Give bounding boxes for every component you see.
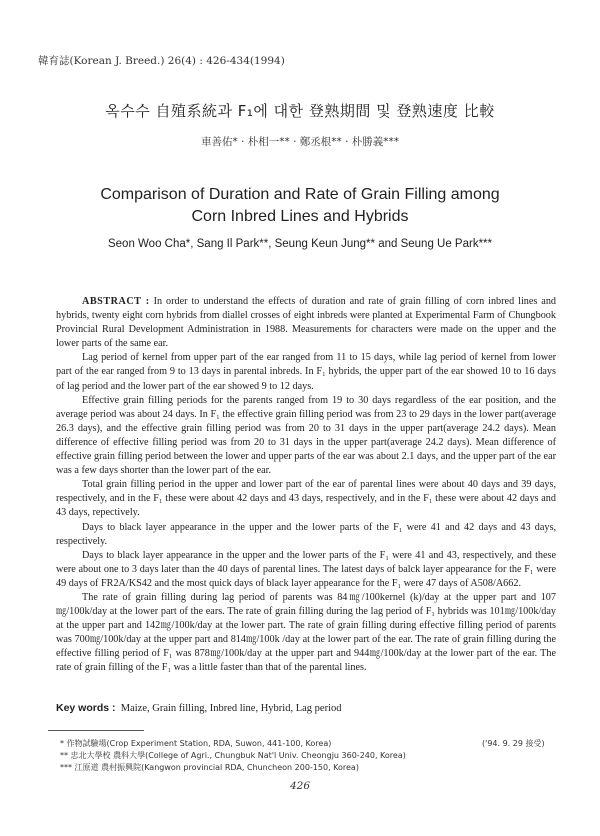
received-date: ('94. 9. 29 接受) <box>482 739 545 748</box>
abstract-paragraph-7: The rate of grain filling during lag period of parents was 84㎎/100kernel (k)/day at the upper part and 107㎎/100k/day at the lower part of the ears. The rate of grain filling during the lag period of F₁ hybrids was 101㎎/100k/day at the upper part and 142㎎/100k/day at the lower part. The rate of grain filling during effective filling period of parents was 700㎎/100k/day at the upper part and 814㎎/100k /day at the lower part of the ear. The rate of grain filling during the effective filling period of F₁ was 878㎎/100k/day at the upper part and 944㎎/100k/day at the lower part of the ear. The rate of grain filling of the F₁ was a little faster than that of the parental lines. <box>56 591 556 674</box>
english-title-line1: Comparison of Duration and Rate of Grain Filling among <box>100 186 500 203</box>
keywords-line <box>56 702 342 714</box>
abstract-paragraph-2: Lag period of kernel from upper part of the ear ranged from 11 to 15 days, while lag period of kernel from lower part of the ear ranged from 9 to 13 days in parental inbreds. In F₁ hybrids, the upper part of the ear showed 10 to 16 days of lag period and the lower part of the ear showed 9 to 12 days. <box>56 352 556 392</box>
footnote-3: *** 江原道 農村振興院(Kangwon provincial RDA, Chuncheon 200-150, Korea) <box>60 763 359 772</box>
english-authors: Seon Woo Cha*, Sang Il Park**, Seung Keun Jung** and Seung Ue Park*** <box>107 238 492 250</box>
korean-title: 옥수수 自殖系統과 F₁에 대한 登熟期間 및 登熟速度 比較 <box>105 102 495 120</box>
abstract <box>56 295 556 676</box>
journal-reference: 韓育誌(Korean J. Breed.) 26(4) : 426-434(1994) <box>38 55 285 67</box>
abstract-paragraph-3: Effective grain filling periods for the parents ranged from 19 to 30 days regardless of the ear position, and the average period was about 24 days. In F₁ the effective grain filling period was from 23 to 29 days in the lower part(average 26.3 days), and the effective grain filling period was from 20 to 31 days in the upper part(average 24.2 days). Mean difference of effective filling period was from 20 to 31 days in the upper part(average 24.2 days). Mean difference of effective grain filling period between the lower and upper parts of the ear was about 2.1 days, and the upper part of the ear was a few days shorter than the lower part of the ear. <box>56 394 556 477</box>
korean-authors: 車善佑* · 朴相一** · 鄭丞根** · 朴勝義*** <box>200 136 400 148</box>
page-number: 426 <box>289 780 311 792</box>
abstract-text-1: In order to understand the effects of duration and rate of grain filling of corn inbred lines and hybrids, twenty eight corn hybrids from diallel crosses of eight inbreds were planted at Experimental Farm of Chungbook Provincial Rural Development Administration in 1988. Measurements for characters were made on the upper and the lower parts of the same ear. <box>56 296 557 350</box>
keywords: Maize, Grain filling, Inbred line, Hybrid, Lag period <box>120 703 342 714</box>
abstract-paragraph-4: Total grain filling period in the upper and lower part of the ear of parental lines were about 40 days and 39 days, respectively, and in the F₁ these were about 42 days and 43 days, respectively, and in the F₁ these were about 42 days and 43 days, repectively. <box>56 479 556 519</box>
footnote-2: ** 忠北大學校 農科大學(College of Agri., Chungbuk Nat'l Univ. Cheongju 360-240, Korea) <box>60 751 406 760</box>
english-title-line2: Corn Inbred Lines and Hybrids <box>191 208 409 225</box>
english-title <box>0 184 600 228</box>
abstract-paragraph-5: Days to black layer appearance in the upper and the lower parts of the F₁ were 41 and 42 days and 43 days, respectively. <box>56 521 556 547</box>
abstract-paragraph-1 <box>56 295 556 351</box>
abstract-paragraph-6: Days to black layer appearance in the upper and the lower parts of the F₁ were 41 and 43, respectively, and these were about one to 3 days later than the 40 days of parental lines. The latest days of balck layer appearance for the F₁ were 49 days of FR2A/KS42 and the most quick days of black layer appearance for the F₁ were 47 days of A508/A662. <box>56 549 556 589</box>
footnote-divider <box>48 730 144 731</box>
footnote-1: * 作物試驗場(Crop Experiment Station, RDA, Suwon, 441-100, Korea) <box>60 739 332 748</box>
abstract-label: ABSTRACT : <box>82 296 150 307</box>
keywords-label: Key words : <box>56 702 116 714</box>
